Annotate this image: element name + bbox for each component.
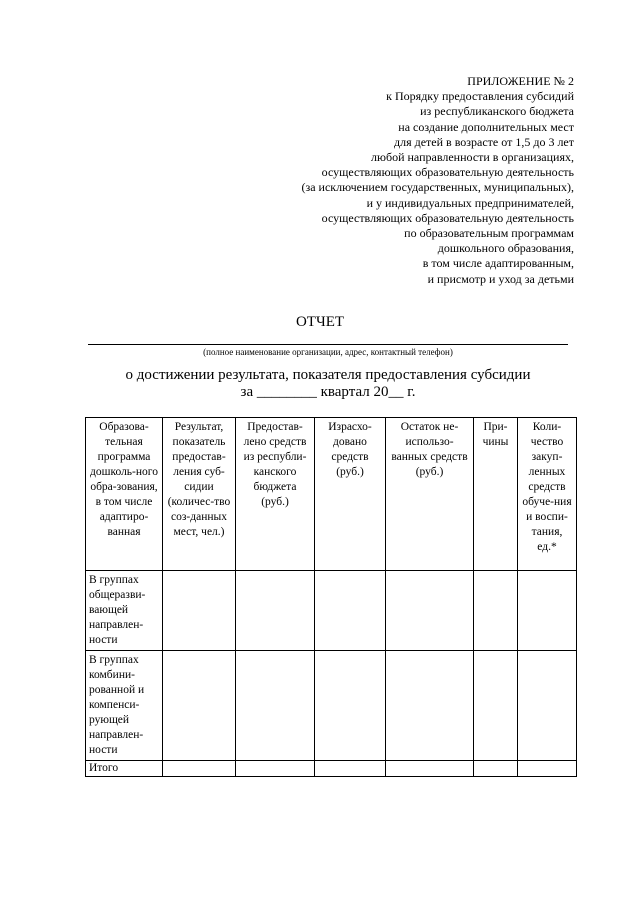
report-subtitle [0,367,640,401]
table-cell [518,651,577,761]
row-label: В группах комбини-рованной и компенси-рующей направлен-ности [86,651,163,761]
appendix-block [301,74,574,287]
row-label: Итого [86,761,163,777]
column-header-reasons: При-чины [474,418,518,571]
appendix-line: осуществляющих образовательную деятельность [321,210,574,225]
table-cell [163,571,236,651]
appendix-line: осуществляющих образовательную деятельность [321,165,574,180]
table-cell [236,571,315,651]
table-row [86,651,577,761]
appendix-line: из республиканского бюджета [420,104,574,119]
table-header-row [86,418,577,571]
column-header-provided: Предостав-лено средств из республи-канского бюджета (руб.) [236,418,315,571]
appendix-line: и у индивидуальных предпринимателей, [366,195,574,210]
table-cell [315,571,386,651]
report-title: ОТЧЕТ [295,314,345,330]
appendix-line: любой направленности в организациях, [371,150,574,165]
table-cell [163,651,236,761]
appendix-line: и присмотр и уход за детьми [427,271,574,286]
table-cell [474,571,518,651]
table-cell [474,761,518,777]
appendix-line: (за исключением государственных, муниципальных), [301,180,574,195]
organization-caption: (полное наименование организации, адрес, контактный телефон) [203,347,453,357]
column-header-program: Образова-тельная программа дошколь-ного обра-зования, в том числе адаптиро-ванная [86,418,163,571]
table-row-total [86,761,577,777]
table-cell [474,651,518,761]
table-cell [315,651,386,761]
table-cell [386,761,474,777]
table-cell [315,761,386,777]
table-cell [236,651,315,761]
appendix-line: дошкольного образования, [437,241,574,256]
appendix-line: ПРИЛОЖЕНИЕ № 2 [467,74,574,88]
table-cell [236,761,315,777]
subtitle-line-1: о достижении результата, показателя предоставления субсидии [125,367,531,383]
appendix-line: по образовательным программам [404,226,574,241]
column-header-equipment: Коли-чество закуп-ленных средств обуче-ния и воспи-тания, ед.* [518,418,577,571]
organization-name-line [88,344,568,345]
table-cell [386,651,474,761]
appendix-line: на создание дополнительных мест [398,119,574,134]
column-header-spent: Израсхо-довано средств (руб.) [315,418,386,571]
report-table [85,417,577,777]
table-cell [518,761,577,777]
subtitle-line-2: за ________ квартал 20__ г. [240,384,416,400]
appendix-line: для детей в возрасте от 1,5 до 3 лет [394,134,574,149]
table-row [86,571,577,651]
appendix-line: к Порядку предоставления субсидий [386,89,574,104]
column-header-result: Результат, показатель предостав-ления суб-сидии (количес-тво соз-данных мест, чел.) [163,418,236,571]
row-label: В группах общеразви-вающей направлен-ности [86,571,163,651]
table-cell [163,761,236,777]
table-cell [518,571,577,651]
table-cell [386,571,474,651]
column-header-remaining: Остаток не-использо-ванных средств (руб.) [386,418,474,571]
appendix-line: в том числе адаптированным, [422,256,574,271]
